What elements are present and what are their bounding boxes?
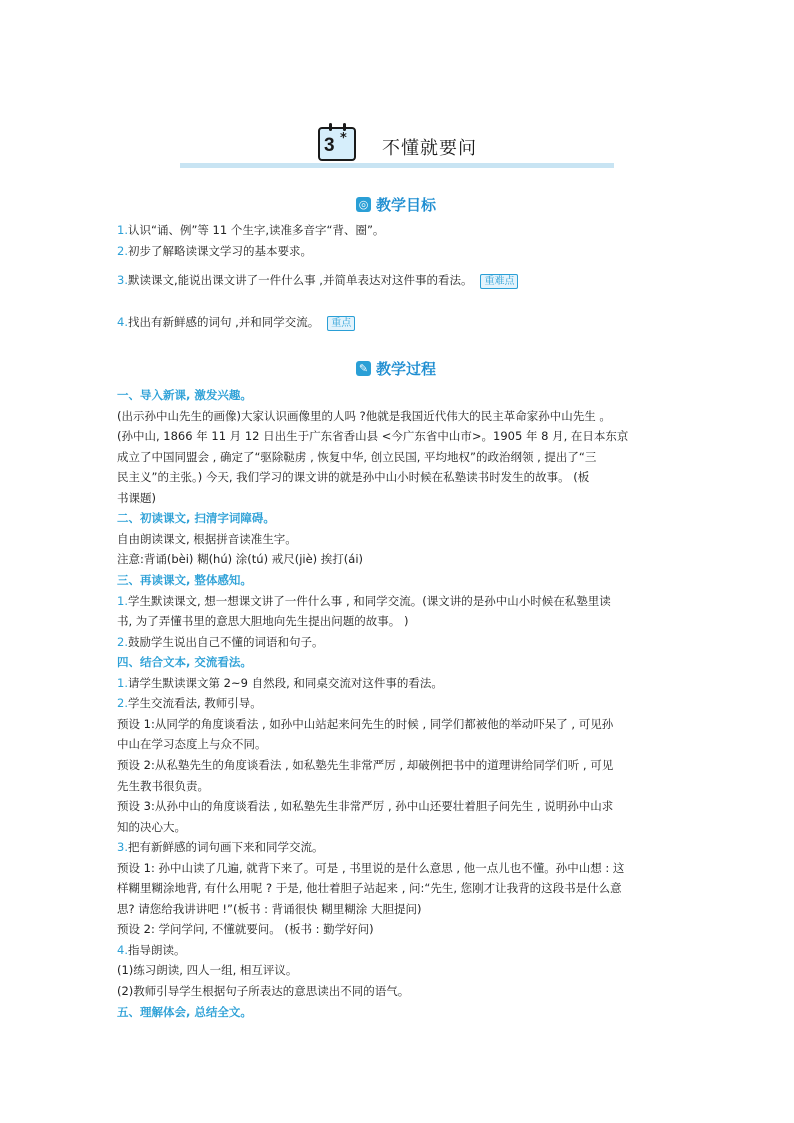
process-heading-label: 教学过程 [376,359,437,378]
process-numbered-line: 1.请学生默读课文第 2~9 自然段, 和同桌交流对这件事的看法。 [117,675,443,690]
process-numbered-line: 4.指导朗读。 [117,942,186,957]
process-text-line: (2)教师引导学生根据句子所表达的意思读出不同的语气。 [117,984,410,998]
process-text-line: 预设 2: 学问学问, 不懂就要问。 (板书 : 勤学好问) [117,922,374,937]
objective-item: 3.默读课文,能说出课文讲了一件什么事 ,并简单表达对这件事的看法。 重难点 [117,272,518,289]
calendar-badge-icon [318,127,356,161]
process-text-line: 书, 为了弄懂书里的意思大胆地向先生提出问题的故事。 ) [117,614,409,628]
key-difficulty-tag: 重难点 [480,274,518,289]
process-text-line: 知的决心大。 [117,819,186,834]
key-point-tag: 重点 [327,316,355,331]
process-text-line: 注意:背诵(bèi) 糊(hú) 涂(tú) 戒尺(jiè) 挨打(ái) [117,552,364,567]
process-text-line: 预设 3:从孙中山的角度谈看法 , 如私塾先生非常严厉 , 孙中山还要壮着胆子问先生 , 说明孙中山求 [117,799,614,813]
target-icon: ◎ [356,197,371,212]
lesson-star: * [340,131,347,146]
process-text-line: 思? 请您给我讲讲吧 !”(板书 : 背诵很快 糊里糊涂 大胆提问) [117,901,422,916]
process-step-heading: 五、理解体会, 总结全文。 [117,1004,252,1019]
process-text-line: 民主义”的主张。) 今天, 我们学习的课文讲的就是孙中山小时候在私塾读书时发生的故事。 (板 [117,470,590,485]
process-text-line: 先生教书很负责。 [117,778,209,793]
lesson-title: 不懂就要问 [382,138,477,159]
process-text-line: 预设 2:从私塾先生的角度谈看法 , 如私塾先生非常严厉 , 却破例把书中的道理讲给同学们听 , 可见 [117,757,614,772]
process-text-line: 书课题) [117,490,156,505]
process-step-heading: 三、再读课文, 整体感知。 [117,573,252,587]
process-text-line: 样糊里糊涂地背, 有什么用呢 ? 于是, 他壮着胆子站起来 , 问:“先生, 您刚才让我背的这段书是什么意 [117,881,622,896]
process-step-heading: 二、初读课文, 扫清字词障碍。 [117,511,275,526]
objective-item: 1.认识“诵、例”等 11 个生字,读准多音字“背、圈”。 [117,223,385,237]
process-text-line: 预设 1: 孙中山读了几遍, 就背下来了。可是 , 书里说的是什么意思 , 他一点儿也不懂。孙中山想 : 这 [117,860,625,875]
process-text-line: 预设 1:从同学的角度谈看法 , 如孙中山站起来问先生的时候 , 同学们都被他的举动吓呆了 , 可见孙 [117,716,614,731]
objectives-heading [356,193,436,215]
process-numbered-line: 2.鼓励学生说出自己不懂的词语和句子。 [117,634,324,649]
process-text-line: 成立了中国同盟会 , 确定了“驱除鞑虏 , 恢复中华, 创立民国, 平均地权”的政治纲领 , 提出了“三 [117,449,597,464]
process-text-line: 中山在学习态度上与众不同。 [117,737,267,752]
objective-item: 2.初步了解略读课文学习的基本要求。 [117,244,312,258]
pencil-icon: ✎ [356,361,371,376]
process-text-line: 自由朗读课文, 根据拼音读准生字。 [117,531,297,546]
lesson-number: 3 [324,135,335,156]
process-text-line: (1)练习朗读, 四人一组, 相互评议。 [117,963,298,978]
process-numbered-line: 2.学生交流看法, 教师引导。 [117,696,262,711]
objectives-heading-label: 教学目标 [376,195,437,214]
process-text-line: (出示孙中山先生的画像)大家认识画像里的人吗 ?他就是我国近代伟大的民主革命家孙中山先生 。 [117,408,611,423]
process-numbered-line: 3.把有新鲜感的词句画下来和同学交流。 [117,840,324,855]
lesson-header [180,122,614,170]
process-numbered-line: 1.学生默读课文, 想一想课文讲了一件什么事 , 和同学交流。(课文讲的是孙中山小时候在私塾里读 [117,593,611,608]
objective-item: 4.找出有新鲜感的词句 ,并和同学交流。 重点 [117,314,355,331]
process-step-heading: 一、导入新课, 激发兴趣。 [117,388,252,402]
process-heading [356,357,436,379]
header-rule [180,163,614,168]
process-text-line: (孙中山, 1866 年 11 月 12 日出生于广东省香山县 <今广东省中山市>。1905 年 8 月, 在日本东京 [117,429,629,444]
process-step-heading: 四、结合文本, 交流看法。 [117,655,252,670]
